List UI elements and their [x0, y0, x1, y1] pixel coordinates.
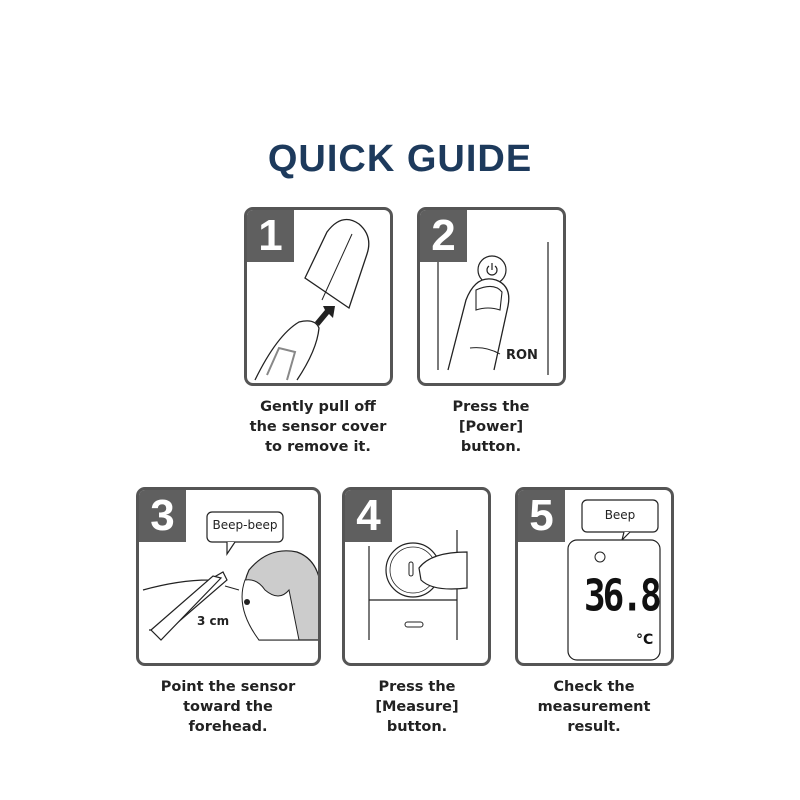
speech-bubble: Beep-beep [212, 518, 278, 532]
caption-line: forehead. [188, 719, 268, 735]
step-4-panel [342, 487, 491, 666]
caption-line: toward the [183, 699, 273, 715]
step-number: 2 [420, 210, 467, 262]
caption-line: Press the [378, 679, 456, 695]
speech-bubble: Beep [604, 508, 636, 522]
caption-line: Point the sensor [160, 679, 296, 695]
caption-line: [Power] [458, 419, 524, 435]
caption-line: [Measure] [375, 699, 459, 715]
page-title: QUICK GUIDE [267, 138, 533, 180]
caption-line: the sensor cover [249, 419, 387, 435]
distance-label: 3 cm [197, 614, 230, 628]
step-number: 5 [518, 490, 565, 542]
caption-line: Gently pull off [260, 399, 376, 415]
step-1-caption [218, 397, 418, 457]
step-5-caption [494, 677, 694, 737]
brand-fragment: RON [506, 348, 538, 363]
caption-line: Press the [452, 399, 530, 415]
caption-line: button. [460, 439, 522, 455]
step-1-panel [244, 207, 393, 386]
step-number: 4 [345, 490, 392, 542]
caption-line: Check the [553, 679, 635, 695]
caption-line: measurement [537, 699, 651, 715]
step-3-panel [136, 487, 321, 666]
step-number: 3 [139, 490, 186, 542]
temperature-reading: 36.8 [584, 571, 659, 622]
arrow-up-icon [315, 306, 335, 326]
step-2-panel [417, 207, 566, 386]
step-2-caption [391, 397, 591, 457]
step-4-caption [317, 677, 517, 737]
temperature-unit: °C [636, 632, 654, 648]
step-3-caption [128, 677, 328, 737]
step-number: 1 [247, 210, 294, 262]
step-5-panel [515, 487, 674, 666]
caption-line: to remove it. [265, 439, 371, 455]
caption-line: button. [386, 719, 448, 735]
caption-line: result. [567, 719, 621, 735]
